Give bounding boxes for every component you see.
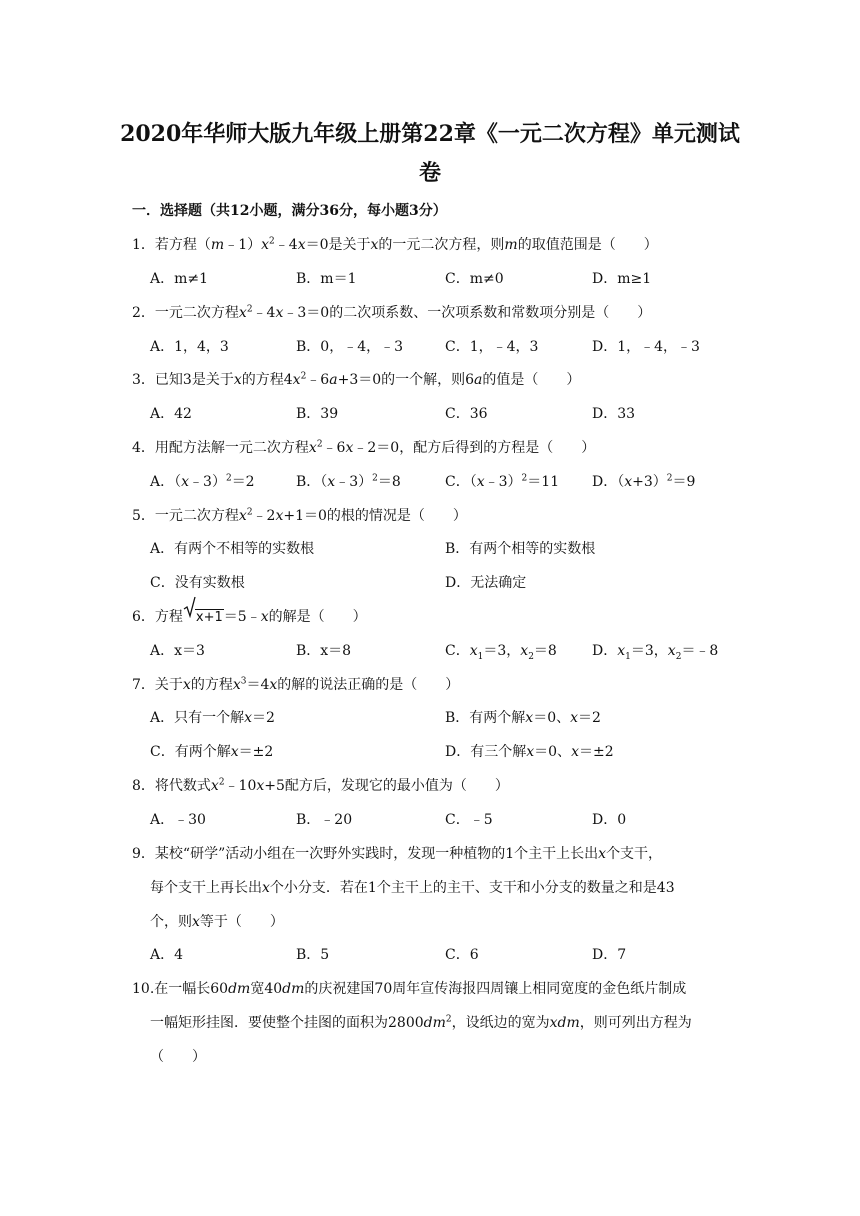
option-a[interactable]: A．（x﹣3）$^2$＝2 [150,473,255,490]
option-d[interactable]: D．1，﹣4，﹣3 [592,339,700,355]
option-c[interactable]: C．$x_1=3$，$x_2=8$ [445,643,557,662]
option-c[interactable]: C．（x﹣3）$^2$＝11 [445,473,560,490]
option-a[interactable]: A．4 [150,947,184,963]
option-a[interactable]: A．42 [150,406,192,422]
question-5-options-row1 [150,537,750,561]
option-c[interactable]: C．﹣5 [445,812,493,828]
option-c[interactable]: C．6 [445,947,479,963]
question-8: 8．将代数式$x^2﹣10x+5$配方后，发现它的最小值为（ ） [132,777,509,794]
option-a[interactable]: A．有两个不相等的实数根 [150,541,315,557]
question-number: 2． [132,305,155,321]
question-9: 9．某校“研学”活动小组在一次野外实践时，发现一种植物的1个主干上长出x个支干， [132,846,663,862]
question-6: 6．方程 x+1＝5﹣x的解是（ ） [132,600,744,635]
option-b[interactable]: B．（x﹣3）$^2$＝8 [296,473,401,490]
question-number: 5． [132,508,155,524]
question-9-line-2: 每个支干上再长出x个小分支．若在1个主干上的主干、支干和小分支的数量之和是43 [150,880,675,896]
question-number: 6． [132,609,155,625]
option-c[interactable]: C．1，﹣4，3 [445,339,539,355]
page-title: 2020年华师大版九年级上册第22章《一元二次方程》单元测试 [120,121,740,147]
question-7-options-row1 [150,706,750,730]
option-d[interactable]: D．7 [592,947,627,963]
option-a[interactable]: A．﹣30 [150,812,206,828]
option-b[interactable]: B．有两个相等的实数根 [445,541,596,557]
option-c[interactable]: C．m≠0 [445,271,504,287]
question-10-line-3: （ ） [150,1049,206,1065]
option-a[interactable]: A．m≠1 [150,271,209,287]
question-3-options [150,402,750,426]
option-d[interactable]: D．无法确定 [445,575,527,591]
question-10-line-2: 一幅矩形挂图．要使整个挂图的面积为$2800dm^2$，设纸边的宽为xdm，则可列出方程为 [150,1014,692,1031]
option-b[interactable]: B．0，﹣4，﹣3 [296,339,404,355]
option-b[interactable]: B．m＝1 [296,271,357,287]
question-10: 10.在一幅长60dm宽40dm的庆祝建国70周年宣传海报四周镶上相同宽度的金色纸片制成 [132,981,687,997]
option-d[interactable]: D．33 [592,406,636,422]
option-c[interactable]: C．36 [445,406,488,422]
option-b[interactable]: B．x＝8 [296,643,352,659]
question-9-line-3: 个，则x等于（ ） [150,914,284,930]
option-a[interactable]: A．1，4，3 [150,339,229,355]
option-d[interactable]: D．$(x+3)^2=9$ [592,473,696,490]
option-c[interactable]: C．没有实数根 [150,575,245,591]
question-2-options [150,335,750,359]
question-number: 7． [132,677,155,693]
question-number: 9． [132,846,155,862]
option-a[interactable]: A．x＝3 [150,643,205,659]
square-root: x+1 [183,600,224,635]
question-2: 2．一元二次方程$x^2﹣4x﹣3=0$的二次项系数、一次项系数和常数项分别是（ ） [132,304,652,321]
question-7: 7．关于x的方程$x^3=4x$的解的说法正确的是（ ） [132,676,460,693]
question-3: 3．已知3是关于x的方程$4x^2﹣6a+3=0$的一个解，则6a的值是（ ） [132,371,581,388]
option-d[interactable]: D．m≥1 [592,271,652,287]
option-c[interactable]: C．有两个解x＝±2 [150,744,274,760]
option-d[interactable]: D．$x_1=3$，$x_2=﹣8$ [592,643,719,662]
question-9-options [150,943,750,967]
question-7-options-row2 [150,740,750,764]
option-d[interactable]: D．0 [592,812,627,828]
page-title-continued: 卷 [418,160,441,186]
question-number: 10. [132,981,155,997]
section-heading: 一．选择题（共12小题，满分36分，每小题3分） [132,203,447,219]
option-d[interactable]: D．有三个解x＝0、x＝±2 [445,744,614,760]
question-number: 1． [132,237,155,253]
question-8-options [150,808,750,832]
question-number: 8． [132,778,155,794]
question-4: 4．用配方法解一元二次方程$x^2﹣6x﹣2=0$，配方后得到的方程是（ ） [132,439,596,456]
option-a[interactable]: A．只有一个解x＝2 [150,710,275,726]
question-number: 4． [132,440,155,456]
question-1-options [150,267,750,291]
option-b[interactable]: B．有两个解x＝0、x＝2 [445,710,601,726]
question-4-options [150,470,750,494]
option-b[interactable]: B．﹣20 [296,812,353,828]
option-b[interactable]: B．39 [296,406,339,422]
question-1: 1．若方程$(m﹣1)x^2﹣4x=0$是关于x的一元二次方程，则m的取值范围是（ ） [132,236,658,253]
option-b[interactable]: B．5 [296,947,330,963]
question-number: 3． [132,372,155,388]
question-5-options-row2 [150,571,750,595]
question-5: 5．一元二次方程$x^2﹣2x+1=0$的根的情况是（ ） [132,507,467,524]
question-6-options [150,639,750,663]
